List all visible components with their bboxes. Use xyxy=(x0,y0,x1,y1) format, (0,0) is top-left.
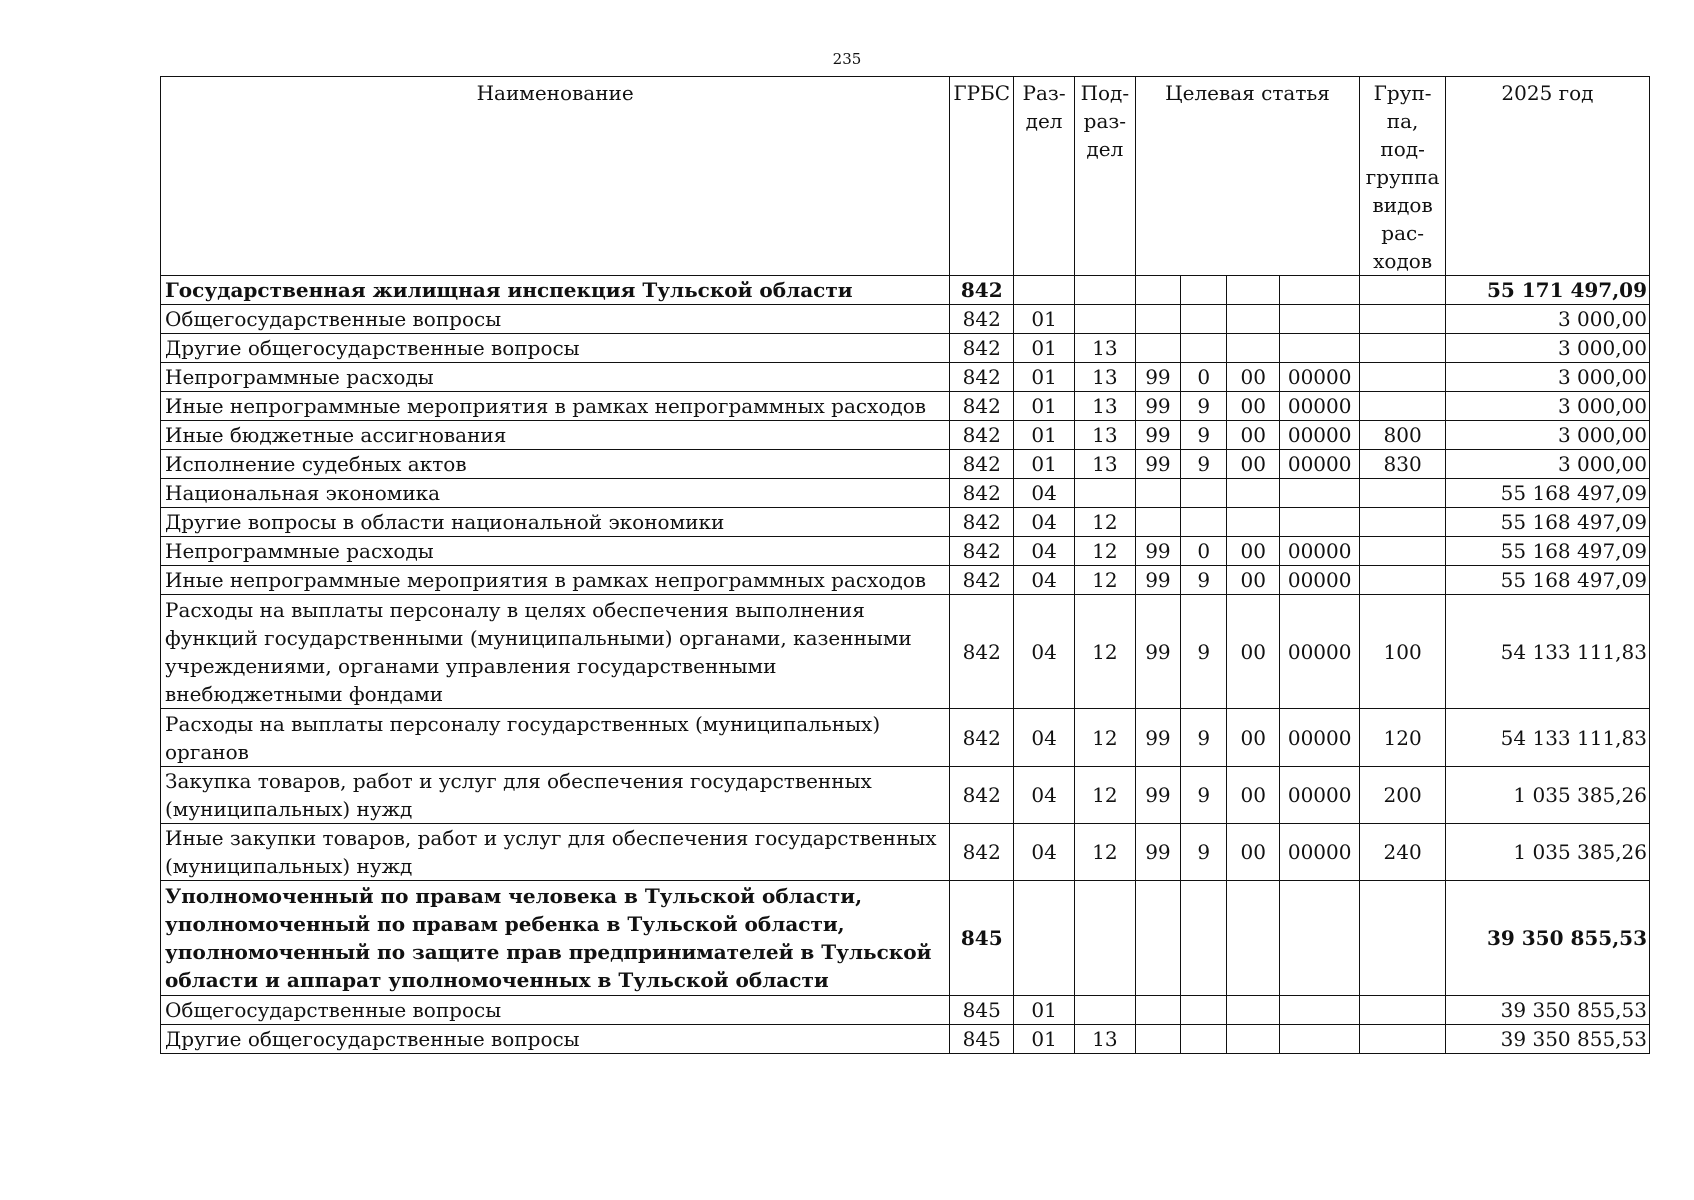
row-target-subprogram: 9 xyxy=(1181,709,1227,767)
row-target-main-event xyxy=(1227,334,1280,363)
row-grbs: 842 xyxy=(950,450,1014,479)
row-target-direction: 00000 xyxy=(1279,824,1359,881)
row-section: 04 xyxy=(1014,767,1075,824)
row-section: 04 xyxy=(1014,508,1075,537)
row-target-direction xyxy=(1279,508,1359,537)
row-grbs: 842 xyxy=(950,595,1014,709)
row-name: Закупка товаров, работ и услуг для обеспечения государственных (муниципальных) нужд xyxy=(161,767,950,824)
row-amount: 3 000,00 xyxy=(1445,421,1649,450)
table-row xyxy=(161,450,1650,479)
row-section: 04 xyxy=(1014,595,1075,709)
table-row xyxy=(161,305,1650,334)
row-name: Непрограммные расходы xyxy=(161,363,950,392)
row-amount: 3 000,00 xyxy=(1445,363,1649,392)
table-row xyxy=(161,881,1650,996)
row-amount: 55 171 497,09 xyxy=(1445,276,1649,305)
header-name: Наименование xyxy=(161,77,950,276)
row-target-direction: 00000 xyxy=(1279,595,1359,709)
row-target-direction xyxy=(1279,334,1359,363)
row-amount: 3 000,00 xyxy=(1445,334,1649,363)
row-name: Общегосударственные вопросы xyxy=(161,305,950,334)
row-target-direction: 00000 xyxy=(1279,767,1359,824)
header-grbs: ГРБС xyxy=(950,77,1014,276)
row-name: Государственная жилищная инспекция Тульской области xyxy=(161,276,950,305)
row-grbs: 842 xyxy=(950,566,1014,595)
row-subsection: 13 xyxy=(1074,421,1135,450)
row-section: 01 xyxy=(1014,996,1075,1025)
row-target-program: 99 xyxy=(1135,450,1180,479)
row-expense-group xyxy=(1360,566,1446,595)
page-number: 235 xyxy=(832,50,862,68)
table-row xyxy=(161,767,1650,824)
row-grbs: 842 xyxy=(950,276,1014,305)
row-grbs: 842 xyxy=(950,824,1014,881)
row-expense-group xyxy=(1360,276,1446,305)
row-target-direction: 00000 xyxy=(1279,566,1359,595)
table-row xyxy=(161,709,1650,767)
row-section xyxy=(1014,276,1075,305)
row-expense-group xyxy=(1360,334,1446,363)
row-target-main-event xyxy=(1227,1025,1280,1054)
table-row xyxy=(161,421,1650,450)
row-section: 04 xyxy=(1014,824,1075,881)
budget-table xyxy=(160,76,1650,1054)
row-target-program xyxy=(1135,305,1180,334)
row-target-program: 99 xyxy=(1135,824,1180,881)
row-target-direction xyxy=(1279,996,1359,1025)
row-section: 01 xyxy=(1014,1025,1075,1054)
row-grbs: 842 xyxy=(950,767,1014,824)
row-name: Расходы на выплаты персоналу в целях обеспечения выполнения функций государственными (муниципальными) органами, казенными учреждениями, органами управления государственными внебюджетными фондами xyxy=(161,595,950,709)
row-target-program xyxy=(1135,881,1180,996)
row-name: Национальная экономика xyxy=(161,479,950,508)
row-amount: 3 000,00 xyxy=(1445,392,1649,421)
row-target-subprogram: 9 xyxy=(1181,767,1227,824)
row-subsection: 12 xyxy=(1074,709,1135,767)
row-target-subprogram xyxy=(1181,996,1227,1025)
row-target-subprogram: 9 xyxy=(1181,566,1227,595)
row-section: 04 xyxy=(1014,479,1075,508)
row-section: 01 xyxy=(1014,392,1075,421)
row-amount: 3 000,00 xyxy=(1445,450,1649,479)
row-target-main-event: 00 xyxy=(1227,566,1280,595)
row-section: 04 xyxy=(1014,537,1075,566)
row-grbs: 842 xyxy=(950,508,1014,537)
row-target-direction: 00000 xyxy=(1279,363,1359,392)
row-name: Общегосударственные вопросы xyxy=(161,996,950,1025)
table-row xyxy=(161,479,1650,508)
row-target-main-event xyxy=(1227,479,1280,508)
row-expense-group xyxy=(1360,996,1446,1025)
row-target-subprogram xyxy=(1181,881,1227,996)
row-target-program: 99 xyxy=(1135,537,1180,566)
row-name: Непрограммные расходы xyxy=(161,537,950,566)
row-subsection: 13 xyxy=(1074,363,1135,392)
row-target-main-event xyxy=(1227,276,1280,305)
row-expense-group xyxy=(1360,305,1446,334)
row-name: Иные закупки товаров, работ и услуг для обеспечения государственных (муниципальных) нужд xyxy=(161,824,950,881)
row-target-direction: 00000 xyxy=(1279,450,1359,479)
row-target-program: 99 xyxy=(1135,392,1180,421)
row-expense-group xyxy=(1360,1025,1446,1054)
row-target-direction xyxy=(1279,276,1359,305)
row-target-direction xyxy=(1279,881,1359,996)
row-target-main-event xyxy=(1227,508,1280,537)
row-subsection: 13 xyxy=(1074,450,1135,479)
header-target-article: Целевая статья xyxy=(1135,77,1360,276)
row-target-program: 99 xyxy=(1135,363,1180,392)
row-target-program xyxy=(1135,479,1180,508)
row-subsection xyxy=(1074,276,1135,305)
row-amount: 39 350 855,53 xyxy=(1445,881,1649,996)
row-subsection: 12 xyxy=(1074,595,1135,709)
row-expense-group xyxy=(1360,363,1446,392)
table-header-row xyxy=(161,77,1650,276)
row-target-main-event: 00 xyxy=(1227,421,1280,450)
row-grbs: 845 xyxy=(950,996,1014,1025)
row-grbs: 842 xyxy=(950,334,1014,363)
row-expense-group: 100 xyxy=(1360,595,1446,709)
row-target-main-event xyxy=(1227,996,1280,1025)
row-section xyxy=(1014,881,1075,996)
row-section: 01 xyxy=(1014,421,1075,450)
row-target-direction: 00000 xyxy=(1279,537,1359,566)
row-amount: 39 350 855,53 xyxy=(1445,996,1649,1025)
row-target-program xyxy=(1135,996,1180,1025)
table-row xyxy=(161,566,1650,595)
table-row xyxy=(161,595,1650,709)
row-subsection: 13 xyxy=(1074,1025,1135,1054)
row-expense-group xyxy=(1360,392,1446,421)
row-target-subprogram: 9 xyxy=(1181,824,1227,881)
table-row xyxy=(161,276,1650,305)
row-expense-group: 800 xyxy=(1360,421,1446,450)
row-grbs: 845 xyxy=(950,1025,1014,1054)
row-amount: 55 168 497,09 xyxy=(1445,566,1649,595)
row-section: 01 xyxy=(1014,305,1075,334)
row-name: Иные непрограммные мероприятия в рамках непрограммных расходов xyxy=(161,566,950,595)
row-target-program xyxy=(1135,334,1180,363)
row-expense-group: 120 xyxy=(1360,709,1446,767)
row-grbs: 842 xyxy=(950,392,1014,421)
row-target-subprogram xyxy=(1181,276,1227,305)
row-target-direction xyxy=(1279,1025,1359,1054)
row-section: 01 xyxy=(1014,334,1075,363)
row-name: Исполнение судебных актов xyxy=(161,450,950,479)
header-expense-group: Груп-па, под-группа видов рас-ходов xyxy=(1360,77,1446,276)
row-subsection xyxy=(1074,996,1135,1025)
row-section: 04 xyxy=(1014,709,1075,767)
row-target-main-event: 00 xyxy=(1227,450,1280,479)
row-target-subprogram xyxy=(1181,508,1227,537)
row-grbs: 842 xyxy=(950,305,1014,334)
row-target-main-event: 00 xyxy=(1227,767,1280,824)
row-section: 04 xyxy=(1014,566,1075,595)
row-target-program xyxy=(1135,1025,1180,1054)
row-name: Расходы на выплаты персоналу государственных (муниципальных) органов xyxy=(161,709,950,767)
row-target-direction xyxy=(1279,479,1359,508)
row-target-subprogram xyxy=(1181,1025,1227,1054)
row-expense-group xyxy=(1360,881,1446,996)
row-subsection: 12 xyxy=(1074,767,1135,824)
row-target-main-event xyxy=(1227,881,1280,996)
table-row xyxy=(161,537,1650,566)
row-target-subprogram: 9 xyxy=(1181,392,1227,421)
row-target-program: 99 xyxy=(1135,421,1180,450)
row-grbs: 842 xyxy=(950,363,1014,392)
row-subsection xyxy=(1074,479,1135,508)
row-expense-group: 200 xyxy=(1360,767,1446,824)
row-expense-group xyxy=(1360,508,1446,537)
row-amount: 3 000,00 xyxy=(1445,305,1649,334)
row-grbs: 842 xyxy=(950,709,1014,767)
row-amount: 55 168 497,09 xyxy=(1445,537,1649,566)
row-grbs: 842 xyxy=(950,537,1014,566)
row-target-program: 99 xyxy=(1135,767,1180,824)
table-row xyxy=(161,363,1650,392)
table-row xyxy=(161,1025,1650,1054)
row-subsection: 12 xyxy=(1074,508,1135,537)
row-expense-group: 830 xyxy=(1360,450,1446,479)
row-name: Иные непрограммные мероприятия в рамках непрограммных расходов xyxy=(161,392,950,421)
table-row xyxy=(161,334,1650,363)
row-expense-group xyxy=(1360,479,1446,508)
row-target-subprogram: 0 xyxy=(1181,537,1227,566)
row-subsection xyxy=(1074,881,1135,996)
row-subsection: 12 xyxy=(1074,824,1135,881)
row-section: 01 xyxy=(1014,363,1075,392)
row-target-subprogram xyxy=(1181,479,1227,508)
row-target-program xyxy=(1135,508,1180,537)
row-target-subprogram: 9 xyxy=(1181,595,1227,709)
row-target-subprogram xyxy=(1181,334,1227,363)
table-row xyxy=(161,508,1650,537)
row-subsection: 13 xyxy=(1074,334,1135,363)
row-target-main-event: 00 xyxy=(1227,824,1280,881)
row-amount: 1 035 385,26 xyxy=(1445,824,1649,881)
row-expense-group: 240 xyxy=(1360,824,1446,881)
row-grbs: 845 xyxy=(950,881,1014,996)
row-grbs: 842 xyxy=(950,421,1014,450)
row-target-subprogram xyxy=(1181,305,1227,334)
row-target-direction: 00000 xyxy=(1279,392,1359,421)
row-amount: 55 168 497,09 xyxy=(1445,508,1649,537)
row-target-program: 99 xyxy=(1135,566,1180,595)
row-target-program: 99 xyxy=(1135,709,1180,767)
row-name: Другие вопросы в области национальной экономики xyxy=(161,508,950,537)
row-amount: 39 350 855,53 xyxy=(1445,1025,1649,1054)
row-target-main-event xyxy=(1227,305,1280,334)
row-name: Другие общегосударственные вопросы xyxy=(161,1025,950,1054)
row-target-subprogram: 0 xyxy=(1181,363,1227,392)
header-section: Раз-дел xyxy=(1014,77,1075,276)
row-subsection: 12 xyxy=(1074,566,1135,595)
table-row xyxy=(161,824,1650,881)
header-subsection: Под-раз-дел xyxy=(1074,77,1135,276)
row-target-main-event: 00 xyxy=(1227,363,1280,392)
row-subsection xyxy=(1074,305,1135,334)
row-target-subprogram: 9 xyxy=(1181,421,1227,450)
row-target-main-event: 00 xyxy=(1227,392,1280,421)
row-target-main-event: 00 xyxy=(1227,537,1280,566)
row-target-program: 99 xyxy=(1135,595,1180,709)
row-target-direction xyxy=(1279,305,1359,334)
row-section: 01 xyxy=(1014,450,1075,479)
row-target-direction: 00000 xyxy=(1279,421,1359,450)
row-subsection: 13 xyxy=(1074,392,1135,421)
row-target-main-event: 00 xyxy=(1227,709,1280,767)
row-target-subprogram: 9 xyxy=(1181,450,1227,479)
row-name: Другие общегосударственные вопросы xyxy=(161,334,950,363)
header-year: 2025 год xyxy=(1445,77,1649,276)
row-target-program xyxy=(1135,276,1180,305)
row-target-direction: 00000 xyxy=(1279,709,1359,767)
table-row xyxy=(161,996,1650,1025)
row-target-main-event: 00 xyxy=(1227,595,1280,709)
row-expense-group xyxy=(1360,537,1446,566)
row-name: Уполномоченный по правам человека в Тульской области, уполномоченный по правам ребенка в Тульской области, уполномоченный по защите прав предпринимателей в Тульской области и аппарат уполномоченных в Тульской области xyxy=(161,881,950,996)
row-name: Иные бюджетные ассигнования xyxy=(161,421,950,450)
table-row xyxy=(161,392,1650,421)
row-amount: 1 035 385,26 xyxy=(1445,767,1649,824)
row-amount: 54 133 111,83 xyxy=(1445,595,1649,709)
row-amount: 55 168 497,09 xyxy=(1445,479,1649,508)
row-amount: 54 133 111,83 xyxy=(1445,709,1649,767)
row-grbs: 842 xyxy=(950,479,1014,508)
row-subsection: 12 xyxy=(1074,537,1135,566)
